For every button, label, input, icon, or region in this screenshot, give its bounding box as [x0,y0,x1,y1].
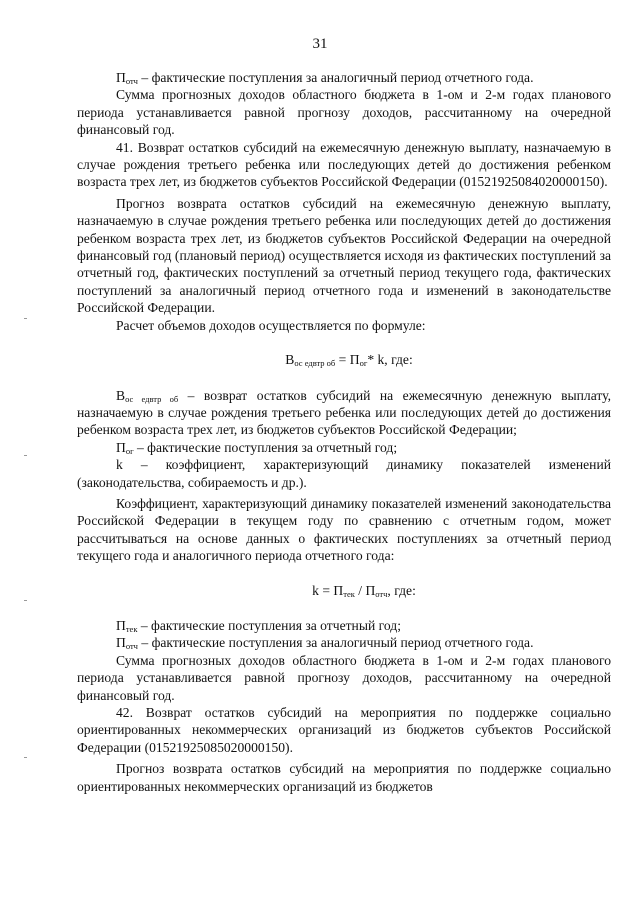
forecast-41-paragraph: Прогноз возврата остатков субсидий на ежемесячную денежную выплату, назначаемую в случае рождения третьего ребенка или последующих детей до достижения ребенком возраста трех лет, из бюджетов субъектов Российской Федерации на очередной финансовый год (плановый период) осуществляется исходя из фактических поступлений за отчетный год, фактических поступлений за отчетный период текущего года, фактических поступлений за аналогичный период отчетного года и изменений в законодательстве Российской Федерации. [77,195,611,316]
definition-p-otch: $П_{отч}$ – фактические поступления за аналогичный период отчетного года. [116,70,534,86]
document-body [77,69,611,795]
calc-intro: Расчет объемов доходов осуществляется по формуле: [116,317,426,333]
margin-mark [24,600,27,601]
formula-2: $k = П_{тек} / П_{отч}$, где: [312,582,416,599]
definition-p-og: $П_{ог}$ – фактические поступления за отчетный год; [116,439,398,456]
forecast-42-paragraph: Прогноз возврата остатков субсидий на мероприятия по поддержке социально ориентированных некоммерческих организаций из бюджетов [77,761,611,794]
item-41-heading: 41. Возврат остатков субсидий на ежемесячную денежную выплату, назначаемую в случае рождения третьего ребенка или последующих детей до достижения ребенком возраста трех лет, из бюджетов субъектов Российской Федерации (01521925084020000150). [77,139,611,190]
margin-mark [24,455,27,456]
margin-mark [24,757,27,758]
formula-1: $В_{ос едвтр об} = П_{ог}*$ k, где: [285,352,413,369]
definition-p-tek: $П_{тек}$ – фактические поступления за отчетный год; [116,617,401,634]
margin-mark [24,318,27,319]
page-number: 31 [312,36,328,52]
item-42-heading: 42. Возврат остатков субсидий на мероприятия по поддержке социально ориентированных некоммерческих организаций из бюджетов субъектов Российской Федерации (01521925085020000150). [77,705,611,755]
definition-k: k – коэффициент, характеризующий динамику показателей изменений (законодательства, собираемость и др.). [77,457,611,490]
definition-b: $В_{ос едвтр об}$ – возврат остатков субсидий на ежемесячную денежную выплату, назначаемую в случае рождения третьего ребенка или последующих детей до достижения ребенком возраста трех лет, из бюджетов субъектов Российской Федерации; [77,387,611,438]
definition-p-otch-2: $П_{отч}$ – фактические поступления за аналогичный период отчетного года. [116,635,534,652]
coefficient-paragraph: Коэффициент, характеризующий динамику показателей изменений законодательства Российской Федерации в текущем году по сравнению с отчетным годом, может рассчитываться на основе данных о фактических поступлениях за отчетный период текущего года и аналогичного периода отчетного года: [77,495,611,564]
forecast-sum-paragraph: Сумма прогнозных доходов областного бюджета в 1-ом и 2-м годах планового периода устанавливается равной прогнозу доходов, рассчитанному на очередной финансовый год. [77,87,611,138]
forecast-sum-paragraph-2: Сумма прогнозных доходов областного бюджета в 1-ом и 2-м годах планового периода устанавливается равной прогнозу доходов, рассчитанному на очередной финансовый год. [77,652,611,703]
